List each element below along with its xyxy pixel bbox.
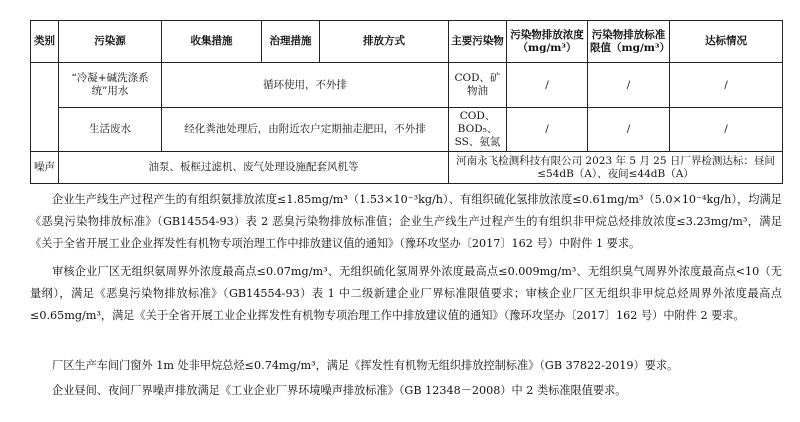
concentration-cell: / (507, 108, 588, 152)
pollutants-cell: COD、矿物油 (449, 63, 507, 108)
compliance-cell: / (670, 108, 783, 152)
measures-cell: 经化粪池处理后，由附近农户定期抽走肥田，不外排 (162, 108, 449, 152)
header-discharge: 排放方式 (320, 21, 449, 63)
concentration-cell: / (507, 63, 588, 108)
source-cell: 生活废水 (59, 108, 162, 152)
table-row (31, 108, 783, 152)
noise-result-cell: 河南永飞检测科技有限公司 2023 年 5 月 25 日厂界检测达标：昼间≤54dB（A）、夜间≤44dB（A） (449, 152, 783, 184)
header-limit: 污染物排放标准限值（mg/m³） (588, 21, 670, 63)
source-cell: “冷凝+碱洗涤系统”用水 (59, 63, 162, 108)
pollutants-cell: COD、BOD₅、SS、氨氮 (449, 108, 507, 152)
paragraph-workshop-nmhc (30, 355, 782, 377)
table-row (31, 63, 783, 108)
compliance-cell: / (670, 63, 783, 108)
header-source: 污染源 (59, 21, 162, 63)
header-concentration: 污染物排放浓度（mg/m³） (507, 21, 588, 63)
noise-row (31, 152, 783, 184)
table-header-row (31, 21, 783, 63)
paragraph-text: 企业昼间、夜间厂界噪声排放满足《工业企业厂界环境噪声排放标准》（GB 12348－2008）中 2 类标准限值要求。 (52, 384, 627, 397)
header-collection: 收集措施 (162, 21, 262, 63)
limit-cell: / (588, 63, 670, 108)
paragraph-organized-emissions (30, 189, 782, 255)
paragraph-fugitive-emissions (30, 261, 782, 327)
paragraph-text: 厂区生产车间门窗外 1m 处非甲烷总烃≤0.74mg/m³，满足《挥发性有机物无组织排放控制标准》（GB 37822-2019）要求。 (52, 359, 679, 372)
category-cell-empty (31, 63, 59, 152)
measures-cell: 循环使用，不外排 (162, 63, 449, 108)
paragraph-text: 企业生产线生产过程产生的有组织氨排放浓度≤1.85mg/m³（1.53×10⁻³kg/h）、有组织硫化氢排放浓度≤0.61mg/m³（5.0×10⁻⁴kg/h），均满足《恶臭污染物排放标准》（GB14554-93）表 2 恶臭污染物排放标准值；企业生产线生产过程产生的有组织非甲烷总烃排放浓度≤3.23mg/m³，满足《关于全省开展工业企业挥发性有机物专项治理工作中排放建议值的通知》（豫环攻坚办〔2017〕162 号）中附件 1 要求。 (30, 193, 782, 250)
header-compliance: 达标情况 (670, 21, 783, 63)
noise-measures-cell: 油泵、板框过滤机、废气处理设施配套风机等 (59, 152, 449, 184)
header-treatment: 治理措施 (262, 21, 320, 63)
header-main-pollutants: 主要污染物 (449, 21, 507, 63)
limit-cell: / (588, 108, 670, 152)
header-category: 类别 (31, 21, 59, 63)
pollution-table (30, 20, 783, 184)
paragraph-noise (30, 380, 782, 402)
paragraph-text: 审核企业厂区无组织氨周界外浓度最高点≤0.07mg/m³、无组织硫化氢周界外浓度最高点≤0.009mg/m³、无组织臭气周界外浓度最高点<10（无量纲），满足《恶臭污染物排放标准》（GB14554-93）表 1 中二级新建企业厂界标准限值要求；审核企业厂区无组织非甲烷总烃周界外浓度最高点≤0.65mg/m³，满足《关于全省开展工业企业挥发性有机物专项治理工作中排放建议值的通知》（豫环攻坚办〔2017〕162 号）中附件 2 要求。 (30, 265, 782, 322)
noise-category-cell: 噪声 (31, 152, 59, 184)
